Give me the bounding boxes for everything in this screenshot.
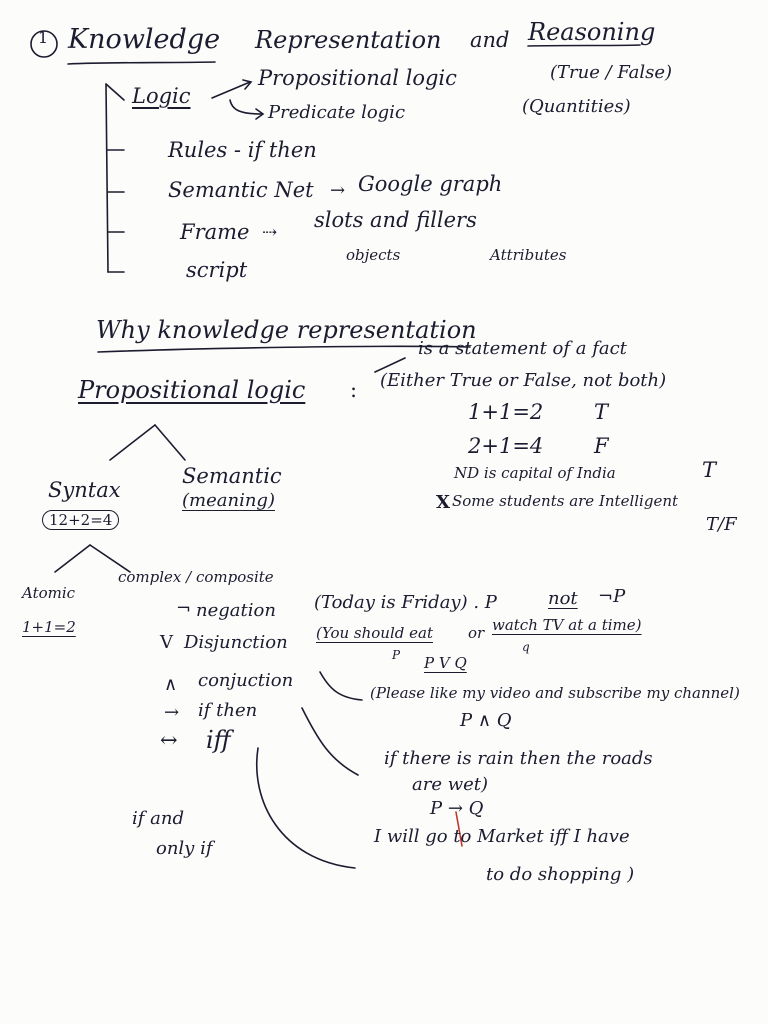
arrow-predicate [230,100,262,114]
tree-slots-fillers: slots and fillers [314,208,477,232]
iff-example-a: I will go to Market iff I have [374,826,630,847]
negation-not: not [548,588,578,609]
tree-propositional: Propositional logic [258,66,457,90]
heading-knowledge: Knowledge [68,24,221,55]
branch-atomic: Atomic [22,584,76,602]
tree-script: script [186,258,248,282]
arrow-glyph-semantic: → [330,180,346,201]
heading-and: and [470,28,510,52]
negation-label: negation [196,600,276,621]
branch-syntax: Syntax [48,478,121,502]
if-then-example-b: are wet) [412,774,489,795]
example-4: Some students are Intelligent [452,492,679,510]
tree-predicate: Predicate logic [268,102,406,123]
iff-label: iff [206,726,231,754]
branch-complex: complex / composite [118,568,274,586]
example-4-value: T/F [706,514,737,535]
iff-example-b: to do shopping ) [486,864,635,885]
example-3-value: T [702,458,717,482]
disjunction-q: q [522,640,530,654]
why-heading: Why knowledge representation [96,316,477,344]
tree-branch-logic [106,84,124,100]
tree-true-false: (True / False) [550,62,673,83]
conjunction-p-and-q: P ∧ Q [460,710,512,731]
arrow-iff-example [257,748,355,868]
disjunction-pvq: P V Q [424,654,467,672]
example-1: 1+1=2 [468,400,544,424]
tree-google-graph: Google graph [358,172,503,196]
example-3: ND is capital of India [454,464,616,482]
if-then-label: if then [198,700,258,721]
split-syntax [110,425,155,460]
title-underline [68,62,215,64]
why-underline [98,346,470,352]
tree-frame: Frame [180,220,250,244]
branch-semantic: Semantic [182,464,282,488]
disjunction-or: or [468,624,485,642]
iff-note-a: if and [132,808,184,829]
iff-note-b: only if [156,838,213,859]
split-atomic [55,545,90,572]
tree-objects: objects [346,246,401,264]
split-semantic [155,425,185,460]
tree-spine [106,84,108,272]
disjunction-example-b: watch TV at a time) [492,616,642,634]
heading-number: 1 [38,28,49,47]
tree-attributes: Attributes [490,246,567,264]
branch-meaning: (meaning) [182,490,275,511]
negation-symbol: ¬ [176,598,192,619]
if-then-p-to-q: P → Q [430,798,484,819]
conjunction-symbol: ∧ [164,674,178,695]
conjunction-example: (Please like my video and subscribe my channel) [370,684,740,702]
propositional-definition: is a statement of a fact [418,338,627,359]
arrow-conj-example [320,672,362,700]
example-2: 2+1=4 [468,434,544,458]
arrow-glyph-frame: ⇢ [262,222,278,243]
iff-symbol: ↔ [160,728,178,752]
arrow-propositional [212,82,250,98]
tree-quantities: (Quantities) [522,96,631,117]
example-1-value: T [594,400,609,424]
syntax-example: 12+2=4 [42,510,119,530]
propositional-either: (Either True or False, not both) [380,370,667,391]
atomic-example: 1+1=2 [22,618,76,636]
negation-example: (Today is Friday) . P [314,592,497,613]
tree-rules: Rules - if then [168,138,317,162]
example-4-mark: X [436,492,450,513]
if-then-symbol: → [164,702,180,723]
negation-not-p: ¬P [598,586,626,607]
arrow-if-example [302,708,358,775]
conjunction-label: conjuction [198,670,294,691]
disjunction-symbol: V [160,632,173,653]
disjunction-p: P [392,648,401,662]
heading-reasoning: Reasoning [528,18,656,46]
colon: : [350,378,358,402]
if-then-example-a: if there is rain then the roads [384,748,653,769]
propositional-title: Propositional logic [78,376,306,404]
heading-representation: Representation [255,26,442,54]
example-2-value: F [594,434,609,458]
tree-logic: Logic [132,84,191,108]
tree-semantic-net: Semantic Net [168,178,314,202]
disjunction-label: Disjunction [184,632,288,653]
disjunction-example-a: (You should eat [316,624,433,642]
